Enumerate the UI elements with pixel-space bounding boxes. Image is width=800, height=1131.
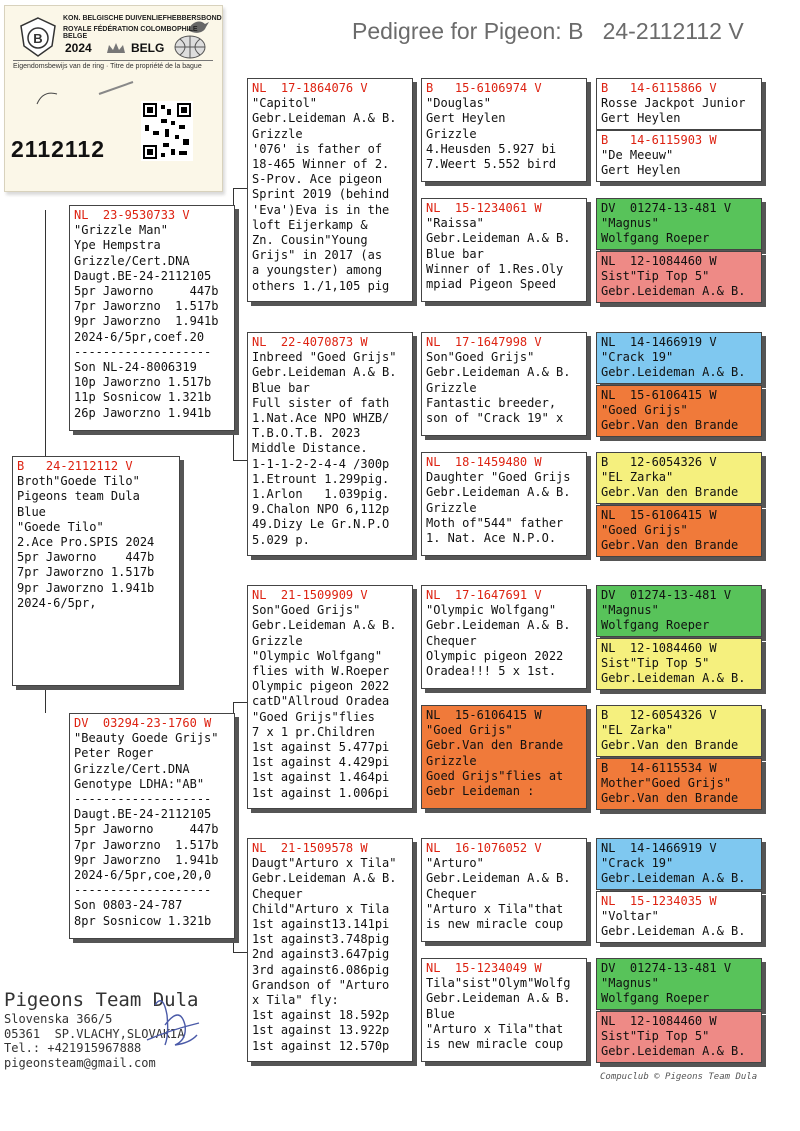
info-line: "EL Zarka"	[601, 723, 674, 738]
ring-number-line: B 14-6115534 W	[601, 761, 717, 775]
info-line: Grizzle	[426, 500, 477, 515]
great-great-grandparent-card	[596, 78, 762, 130]
info-line: Grijs" in 2017 (as	[252, 248, 383, 263]
info-line: Grizzle/Cert.DNA	[74, 253, 190, 268]
info-line: 7.Weert 5.552 bird	[426, 157, 557, 172]
perforation-line	[97, 78, 137, 98]
great-grandparent-card	[421, 198, 587, 302]
great-grandparent-card	[421, 78, 587, 182]
org-line-1: KON. BELGISCHE DUIVENLIEFHEBBERSBOND	[63, 15, 222, 22]
page-title: Pedigree for Pigeon: B 24-2112112 V	[352, 18, 744, 44]
info-line: Olympic pigeon 2022	[252, 679, 390, 694]
great-grandparent-card	[421, 958, 587, 1062]
info-line: 1st against 1.464pi	[252, 770, 390, 785]
info-line: Blue bar	[252, 380, 310, 395]
info-line: 1st against 4.429pi	[252, 755, 390, 770]
info-line: Son"Goed Grijs"	[426, 350, 535, 365]
info-line: Daugt.BE-24-2112105	[74, 807, 212, 822]
info-line: "Magnus"	[601, 216, 659, 231]
info-line: 1st against 13.922p	[252, 1023, 390, 1038]
info-line: is new miracle coup	[426, 917, 564, 932]
ring-number-line: NL 15-6106415 W	[601, 508, 717, 522]
crown-icon	[105, 41, 127, 56]
info-line: Oradea!!! 5 x 1st.	[426, 664, 557, 679]
info-line: Gebr.Leideman A.& B.	[426, 618, 571, 633]
info-line: Son"Goed Grijs"	[252, 603, 361, 618]
great-grandparent-card	[421, 838, 587, 942]
ring-number-line: DV 01274-13-481 V	[601, 201, 732, 215]
info-line: Grizzle/Cert.DNA	[74, 761, 190, 776]
great-great-grandparent-card	[596, 705, 762, 757]
info-line: "Grizzle Man"	[74, 223, 168, 238]
info-line: a youngster) among	[252, 263, 383, 278]
great-great-grandparent-card	[596, 452, 762, 504]
info-line: x Tila" fly:	[252, 993, 339, 1008]
info-line: 26p Jaworzno 1.941b	[74, 405, 212, 420]
info-line: Son 0803-24-787	[74, 898, 183, 913]
info-line: Middle Distance.	[252, 441, 368, 456]
ring-number-line: NL 12-1084460 W	[601, 1014, 717, 1028]
ring-number-line: NL 14-1466919 V	[601, 841, 717, 855]
great-grandparent-card	[421, 332, 587, 436]
info-line: 1.Etrount 1.299pig.	[252, 471, 390, 486]
info-line: 49.Dizy Le Gr.N.P.O	[252, 517, 390, 532]
info-line: 7pr Jaworzno 1.517b	[74, 837, 219, 852]
ring-number-line: NL 15-1234049 W	[426, 961, 542, 975]
great-great-grandparent-card	[596, 198, 762, 250]
info-line: Grizzle	[426, 380, 477, 395]
info-line: Gebr.Leideman A.& B.	[601, 365, 746, 380]
info-line: 10p Jaworzno 1.517b	[74, 375, 212, 390]
info-line: Chequer	[252, 886, 303, 901]
info-line: 8pr Sosnicow 1.321b	[74, 913, 212, 928]
info-line: Gebr.Van den Brande	[601, 738, 739, 753]
info-line: Gebr.Van den Brande	[601, 418, 739, 433]
info-line: catD"Allroud Oradea	[252, 694, 390, 709]
info-line: "Goed Grijs"	[601, 403, 688, 418]
info-line: 1st against 5.477pi	[252, 740, 390, 755]
info-line: 9.Chalon NPO 6,112p	[252, 502, 390, 517]
connector-line	[45, 210, 46, 456]
info-line: 5pr Jaworno 447b	[74, 822, 219, 837]
info-line: Gebr.Van den Brande	[426, 738, 564, 753]
info-line: Gert Heylen	[426, 111, 506, 126]
info-line: Gebr.Van den Brande	[601, 791, 739, 806]
info-line: Inbreed "Goed Grijs"	[252, 350, 397, 365]
grandparent-card	[247, 332, 413, 556]
info-line: 1st against 12.570p	[252, 1038, 390, 1053]
info-line: Gert Heylen	[601, 111, 681, 126]
ring-country: BELG	[131, 41, 165, 55]
phone: Tel.: +421915967888	[4, 1041, 142, 1055]
info-line: "Goed Grijs"	[601, 523, 688, 538]
info-line: Son NL-24-8006319	[74, 360, 197, 375]
ring-number: 2112112	[11, 136, 106, 162]
info-line: is new miracle coup	[426, 1037, 564, 1052]
connector-line	[45, 685, 46, 713]
qr-code	[141, 101, 193, 161]
connector-line	[233, 460, 247, 461]
info-line: Blue	[17, 504, 46, 519]
info-line: Winner of 1.Res.Oly	[426, 261, 564, 276]
info-line: 5pr Jaworno 447b	[17, 550, 155, 565]
info-line: Gebr.Leideman A.& B.	[601, 284, 746, 299]
info-line: 1-1-1-2-2-4-4 /300p	[252, 456, 390, 471]
info-line: Blue bar	[426, 246, 484, 261]
subject-pigeon-card	[12, 456, 180, 686]
connector-line	[233, 702, 247, 703]
great-great-grandparent-card	[596, 505, 762, 557]
info-line: Gebr.Leideman A.& B.	[252, 871, 397, 886]
great-grandparent-card	[421, 452, 587, 556]
connector-line	[233, 188, 247, 189]
info-line: 1.Arlon 1.039pig.	[252, 487, 390, 502]
info-line: Gebr.Leideman A.& B.	[252, 365, 397, 380]
info-line: Grandson of "Arturo	[252, 977, 390, 992]
grandparent-card	[247, 585, 413, 809]
connector-line	[233, 952, 247, 953]
dam-card	[69, 713, 235, 939]
info-line: Broth"Goede Tilo"	[17, 474, 140, 489]
info-line: Gebr.Leideman A.& B.	[252, 618, 397, 633]
ring-number-line: NL 14-1466919 V	[601, 335, 717, 349]
email: pigeonsteam@gmail.com	[4, 1055, 156, 1070]
great-grandparent-card	[421, 585, 587, 689]
info-line: 7pr Jaworzno 1.517b	[17, 565, 155, 580]
ring-number-line: NL 17-1647998 V	[426, 335, 542, 349]
info-line: Daugt"Arturo x Tila"	[252, 856, 397, 871]
info-line: Daugt.BE-24-2112105	[74, 268, 212, 283]
info-line: 2024-6/5pr,coef.20	[74, 329, 205, 344]
hole-mark-icon	[33, 88, 63, 108]
info-line: Gebr.Leideman A.& B.	[426, 365, 571, 380]
info-line: 3rd against6.086pig	[252, 962, 390, 977]
info-line: Gebr.Leideman A.& B.	[426, 485, 571, 500]
info-line: "EL Zarka"	[601, 470, 674, 485]
info-line: "Crack 19"	[601, 350, 674, 365]
info-line: "Goed Grijs"flies	[252, 709, 375, 724]
info-line: 1st against13.141pi	[252, 917, 390, 932]
great-great-grandparent-card	[596, 638, 762, 690]
info-line: Sist"Tip Top 5"	[601, 1029, 710, 1044]
info-line: 11p Sosnicow 1.321b	[74, 390, 212, 405]
info-line: others 1./1,105 pig	[252, 278, 390, 293]
info-line: Gebr.Leideman A.& B.	[426, 231, 571, 246]
ring-number-line: NL 22-4070873 W	[252, 335, 368, 349]
info-line: Gert Heylen	[601, 163, 681, 178]
info-line: S-Prov. Ace pigeon	[252, 172, 383, 187]
info-line: Tila"sist"Olym"Wolfg	[426, 976, 571, 991]
info-line: Gebr.Leideman A.& B.	[252, 111, 397, 126]
info-line: 2024-6/5pr,coe,20,0	[74, 868, 212, 883]
ring-number-line: DV 03294-23-1760 W	[74, 716, 212, 730]
info-line: 9pr Jaworzno 1.941b	[17, 580, 155, 595]
info-line: mpiad Pigeon Speed	[426, 277, 557, 292]
info-line: "Capitol"	[252, 96, 318, 111]
info-line: 7 x 1 pr.Children	[252, 724, 375, 739]
svg-text:B: B	[33, 31, 43, 46]
great-grandparent-card	[421, 705, 587, 809]
info-line: Blue	[426, 1006, 455, 1021]
great-great-grandparent-card	[596, 838, 762, 890]
info-line: 1. Nat. Ace N.P.O.	[426, 531, 557, 546]
info-line: Fantastic breeder,	[426, 395, 557, 410]
info-line: "Beauty Goede Grijs"	[74, 731, 219, 746]
great-great-grandparent-card	[596, 385, 762, 437]
info-line: Rosse Jackpot Junior	[601, 96, 746, 111]
info-line: 4.Heusden 5.927 bi	[426, 141, 557, 156]
info-line: 5.029 p.	[252, 532, 310, 547]
ring-year: 2024	[65, 41, 92, 55]
great-great-grandparent-card	[596, 251, 762, 303]
info-line: flies with W.Roeper	[252, 664, 390, 679]
ring-certificate-card	[4, 5, 223, 192]
info-line: Grizzle	[252, 126, 303, 141]
info-line: Zn. Cousin"Young	[252, 233, 368, 248]
great-great-grandparent-card	[596, 1011, 762, 1063]
info-line: Wolfgang Roeper	[601, 991, 710, 1006]
info-line: "Goede Tilo"	[17, 519, 104, 534]
info-line: 2.Ace Pro.SPIS 2024	[17, 535, 155, 550]
ring-number-line: NL 17-1647691 V	[426, 588, 542, 602]
info-line: Grizzle	[426, 753, 477, 768]
info-line: Moth of"544" father	[426, 515, 564, 530]
ring-number-line: NL 15-1234061 W	[426, 201, 542, 215]
ring-number-line: DV 01274-13-481 V	[601, 588, 732, 602]
info-line: Gebr.Van den Brande	[601, 485, 739, 500]
globe-emblem-icon	[173, 34, 207, 60]
info-line: T.B.O.T.B. 2023	[252, 426, 361, 441]
info-line: 1st against3.748pig	[252, 932, 390, 947]
info-line: Peter Roger	[74, 746, 154, 761]
info-line: "Douglas"	[426, 96, 492, 111]
info-line: Full sister of fath	[252, 395, 390, 410]
info-line: Gebr.Leideman A.& B.	[601, 924, 746, 939]
info-line: 2nd against3.647pig	[252, 947, 390, 962]
info-line: "Olympic Wolfgang"	[252, 648, 383, 663]
address-line-2: 05361 SP.VLACHY,SLOVAKIA	[4, 1026, 185, 1041]
info-line: Olympic pigeon 2022	[426, 648, 564, 663]
ring-number-line: NL 15-1234035 W	[601, 894, 717, 908]
info-line: Gebr Leideman :	[426, 784, 535, 799]
info-line: Ype Hempstra	[74, 238, 161, 253]
info-line: Child"Arturo x Tila	[252, 901, 390, 916]
ring-number-line: B 14-6115866 V	[601, 81, 717, 95]
info-line: Gebr.Leideman A.& B.	[601, 871, 746, 886]
info-line: -------------------	[74, 883, 212, 898]
ring-number-line: NL 12-1084460 W	[601, 641, 717, 655]
info-line: 9pr Jaworzno 1.941b	[74, 852, 219, 867]
info-line: "Arturo x Tila"that	[426, 1021, 564, 1036]
info-line: Daughter "Goed Grijs	[426, 470, 571, 485]
info-line: "Magnus"	[601, 976, 659, 991]
info-line: Sist"Tip Top 5"	[601, 269, 710, 284]
info-line: Gebr.Leideman A.& B.	[601, 1044, 746, 1059]
info-line: 5pr Jaworno 447b	[74, 284, 219, 299]
great-great-grandparent-card	[596, 332, 762, 384]
info-line: '076' is father of	[252, 141, 383, 156]
ring-number-line: NL 16-1076052 V	[426, 841, 542, 855]
breeder-name: Pigeons Team Dula	[4, 989, 199, 1011]
info-line: "Raissa"	[426, 216, 484, 231]
info-line: "Goed Grijs"	[426, 723, 513, 738]
info-line: Gebr.Van den Brande	[601, 538, 739, 553]
info-line: Chequer	[426, 886, 477, 901]
ring-number-line: NL 21-1509909 V	[252, 588, 368, 602]
info-line: "De Meeuw"	[601, 148, 674, 163]
info-line: 7pr Jaworzno 1.517b	[74, 299, 219, 314]
ring-number-line: NL 21-1509578 W	[252, 841, 368, 855]
info-line: Grizzle	[252, 633, 303, 648]
info-line: "Crack 19"	[601, 856, 674, 871]
property-text: Eigendomsbewijs van de ring · Titre de propriété de la bague	[13, 60, 213, 70]
ring-number-line: NL 17-1864076 V	[252, 81, 368, 95]
great-great-grandparent-card	[596, 958, 762, 1010]
ring-number-line: B 15-6106974 V	[426, 81, 542, 95]
ring-number-line: NL 23-9530733 V	[74, 208, 190, 222]
grandparent-card	[247, 838, 413, 1062]
ring-number-line: NL 15-6106415 W	[426, 708, 542, 722]
info-line: son of "Crack 19" x	[426, 411, 564, 426]
info-line: Wolfgang Roeper	[601, 618, 710, 633]
ring-number-line: B 12-6054326 V	[601, 708, 717, 722]
info-line: Goed Grijs"flies at	[426, 768, 564, 783]
software-credit: Compuclub © Pigeons Team Dula	[600, 1072, 758, 1082]
info-line: Sprint 2019 (behind	[252, 187, 390, 202]
info-line: Gebr.Leideman A.& B.	[426, 991, 571, 1006]
ring-number-line: B 24-2112112 V	[17, 459, 133, 473]
info-line: "Arturo x Tila"that	[426, 901, 564, 916]
info-line: 1st against 1.006pi	[252, 785, 390, 800]
sire-card	[69, 205, 235, 431]
ring-number-line: NL 12-1084460 W	[601, 254, 717, 268]
info-line: 2024-6/5pr,	[17, 595, 97, 610]
info-line: "Voltar"	[601, 909, 659, 924]
grandparent-card	[247, 78, 413, 302]
ring-number-line: NL 18-1459480 W	[426, 455, 542, 469]
info-line: "Olympic Wolfgang"	[426, 603, 557, 618]
info-line: 1.Nat.Ace NPO WHZB/	[252, 411, 390, 426]
info-line: Grizzle	[426, 126, 477, 141]
info-line: Chequer	[426, 633, 477, 648]
info-line: "Arturo"	[426, 856, 484, 871]
info-line: Gebr.Leideman A.& B.	[426, 871, 571, 886]
ring-number-line: DV 01274-13-481 V	[601, 961, 732, 975]
info-line: 9pr Jaworzno 1.941b	[74, 314, 219, 329]
great-great-grandparent-card	[596, 891, 762, 943]
ring-number-line: B 12-6054326 V	[601, 455, 717, 469]
info-line: Wolfgang Roeper	[601, 231, 710, 246]
info-line: Gebr.Leideman A.& B.	[601, 671, 746, 686]
info-line: 1st against 18.592p	[252, 1008, 390, 1023]
ring-number-line: NL 15-6106415 W	[601, 388, 717, 402]
info-line: "Magnus"	[601, 603, 659, 618]
info-line: Pigeons team Dula	[17, 489, 140, 504]
info-line: -------------------	[74, 792, 212, 807]
kbdb-logo	[17, 16, 59, 58]
info-line: Mother"Goed Grijs"	[601, 776, 732, 791]
info-line: 18-465 Winner of 2.	[252, 157, 390, 172]
info-line: 'Eva')Eva is in the	[252, 202, 390, 217]
info-line: Sist"Tip Top 5"	[601, 656, 710, 671]
info-line: Genotype LDHA:"AB"	[74, 776, 205, 791]
address-line-1: Slovenska 366/5	[4, 1012, 113, 1026]
great-great-grandparent-card	[596, 130, 762, 182]
handwritten-signature	[135, 985, 205, 1055]
ring-number-line: B 14-6115903 W	[601, 133, 717, 147]
great-great-grandparent-card	[596, 585, 762, 637]
great-great-grandparent-card	[596, 758, 762, 810]
info-line: -------------------	[74, 344, 212, 359]
org-line-2: ROYALE FÉDÉRATION COLOMBOPHILE BELGE	[63, 26, 198, 40]
info-line: loft Eijerkamp &	[252, 217, 368, 232]
